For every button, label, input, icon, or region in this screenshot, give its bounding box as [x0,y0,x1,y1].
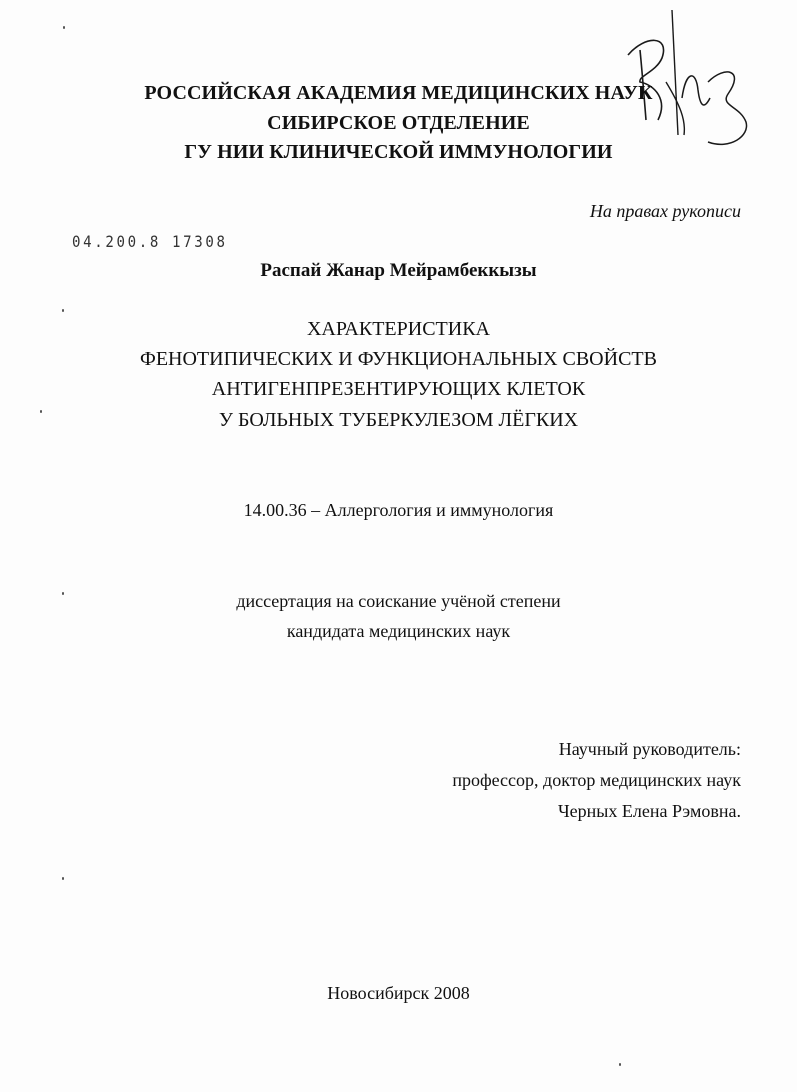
title-line-1: ХАРАКТЕРИСТИКА [306,318,491,340]
supervisor-label: Научный руководитель: [558,739,741,759]
city-year: Новосибирск 2008 [327,983,470,1003]
scan-speck [63,26,65,29]
institute-name: ГУ НИИ КЛИНИЧЕСКОЙ ИММУНОЛОГИИ [184,141,613,163]
title-line-4: У БОЛЬНЫХ ТУБЕРКУЛЕЗОМ ЛЁГКИХ [218,409,579,431]
academy-name: РОССИЙСКАЯ АКАДЕМИЯ МЕДИЦИНСКИХ НАУК [144,82,653,104]
title-line-2: ФЕНОТИПИЧЕСКИХ И ФУНКЦИОНАЛЬНЫХ СВОЙСТВ [140,348,657,370]
manuscript-rights-note: На правах рукописи [589,201,741,221]
supervisor-name: Черных Елена Рэмовна. [557,801,741,821]
scan-speck [62,877,64,880]
branch-name: СИБИРСКОЕ ОТДЕЛЕНИЕ [267,112,530,134]
supervisor-title: профессор, доктор медицинских наук [452,770,741,790]
degree-line-1: диссертация на соискание учёной степени [236,591,561,611]
specialty-code: 14.00.36 – Аллергология и иммунология [243,500,554,520]
title-line-3: АНТИГЕНПРЕЗЕНТИРУЮЩИХ КЛЕТОК [211,378,586,400]
author-name: Распай Жанар Мейрамбеккызы [260,260,537,281]
scan-speck [619,1063,621,1066]
scan-speck [62,592,64,595]
degree-line-2: кандидата медицинских наук [286,621,511,641]
registration-stamp: 04.200.8 17308 [72,232,228,251]
scan-speck [62,309,64,312]
scan-speck [40,410,42,413]
